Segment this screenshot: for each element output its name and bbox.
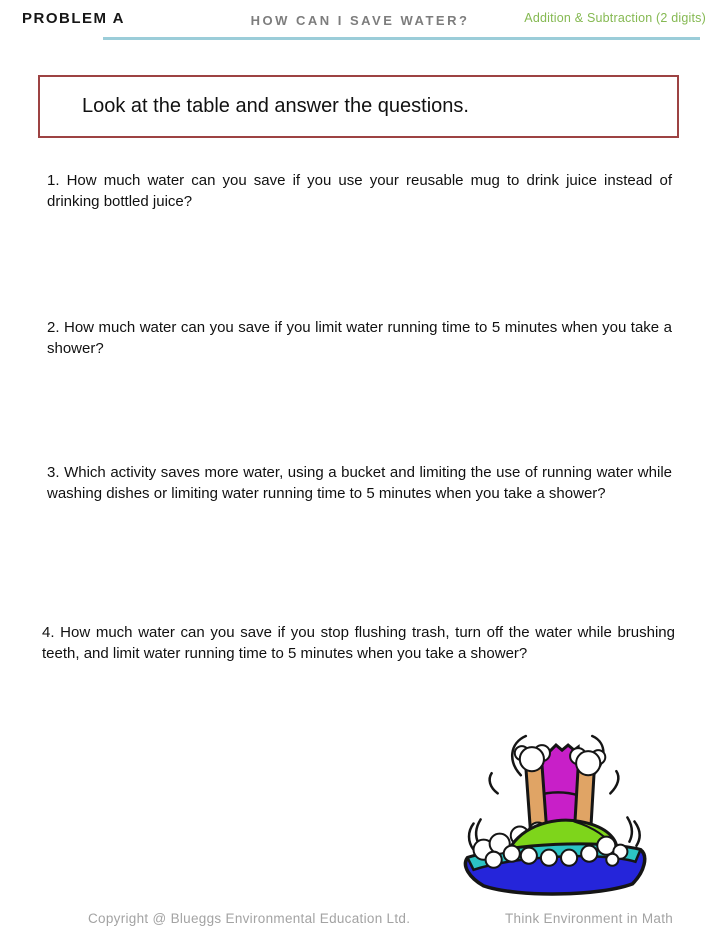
question-1: 1. How much water can you save if you use your reusable mug to drink juice instead of drinking bottled juice? <box>47 172 672 210</box>
header-divider <box>103 37 700 40</box>
problem-label: PROBLEM A <box>22 10 125 27</box>
washing-dishes-illustration <box>453 731 655 907</box>
topic-tag: Addition & Subtraction (2 digits) <box>524 11 706 25</box>
footer-tagline: Think Environment in Math <box>505 911 674 926</box>
page-title: HOW CAN I SAVE WATER? <box>250 13 470 28</box>
footer-copyright: Copyright @ Blueggs Environmental Education Ltd. <box>88 911 411 926</box>
question-2: 2. How much water can you save if you limit water running time to 5 minutes when you take a shower? <box>47 319 672 357</box>
question-4: 4. How much water can you save if you stop flushing trash, turn off the water while brushing teeth, and limit water running time to 5 minutes when you take a shower? <box>42 624 675 662</box>
question-3: 3. Which activity saves more water, using a bucket and limiting the use of running water while washing dishes or limiting water running time to 5 minutes when you take a shower? <box>47 464 672 502</box>
instruction-text: Look at the table and answer the questions. <box>82 95 469 117</box>
washing-dishes-icon <box>453 731 655 907</box>
instruction-box <box>38 75 679 138</box>
